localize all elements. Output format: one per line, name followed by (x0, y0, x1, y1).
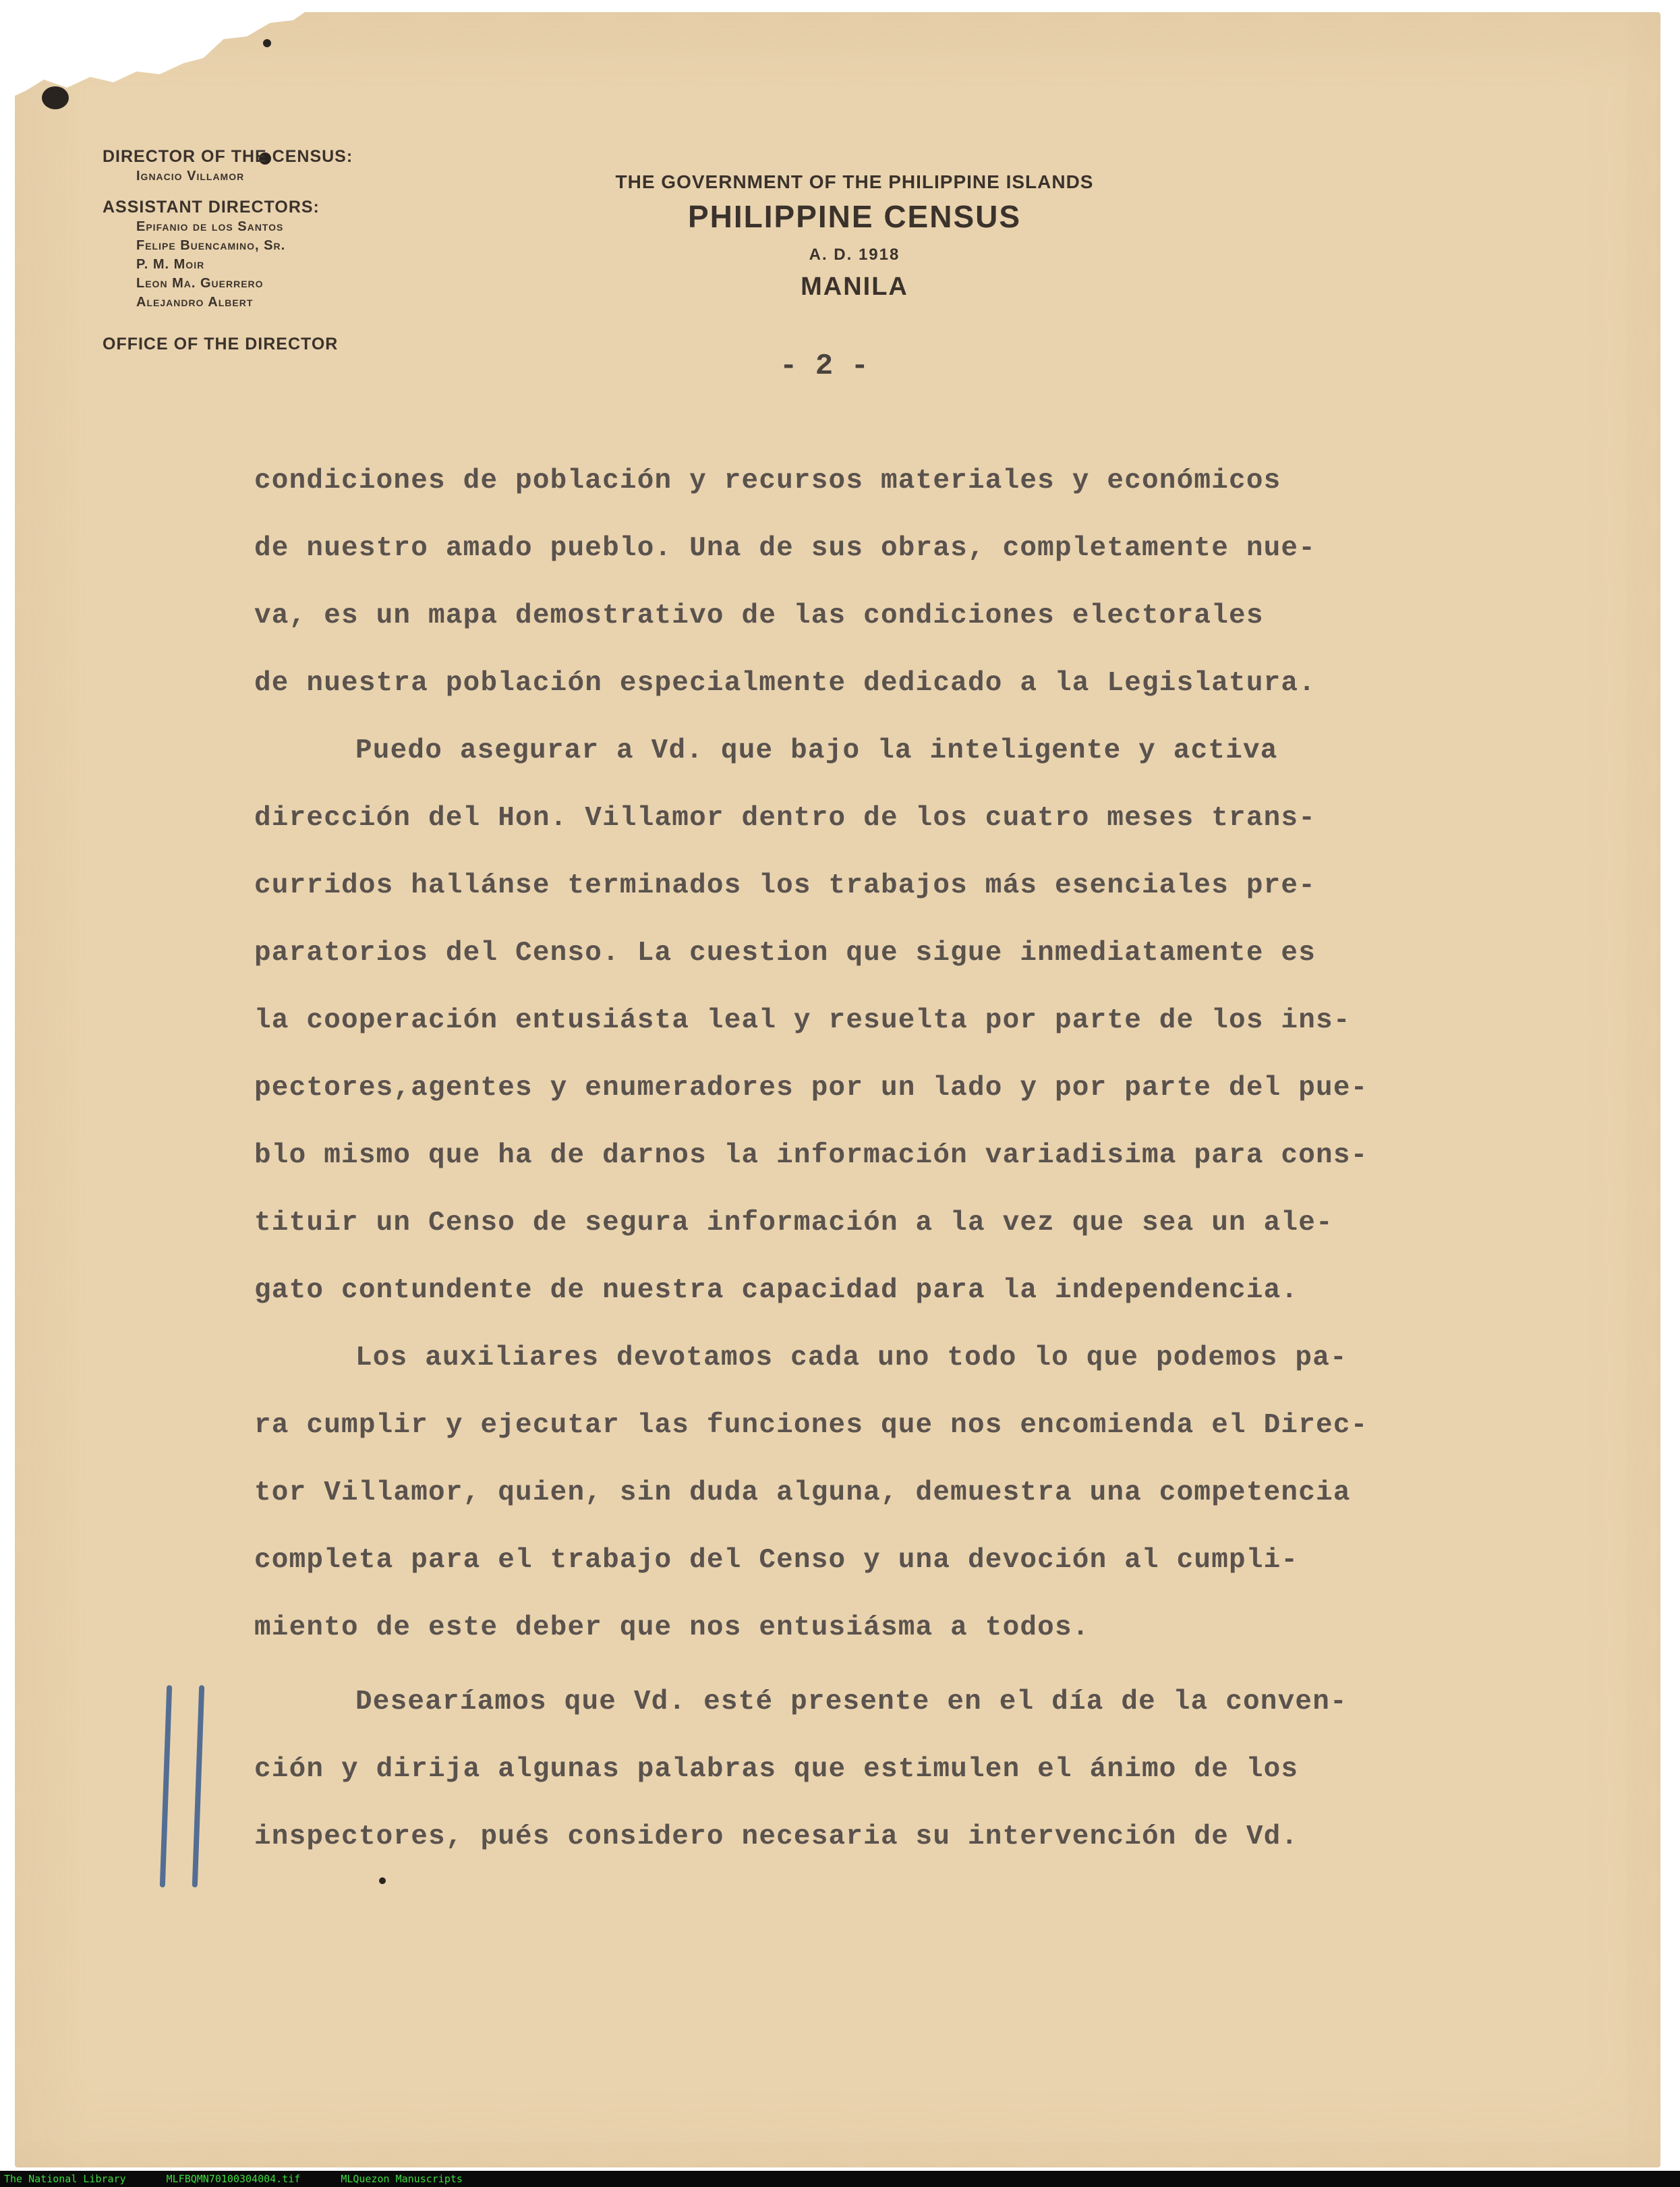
body-line: miento de este deber que nos entusiásma a todos. (254, 1612, 1090, 1643)
body-line: curridos hallánse terminados los trabajos más esenciales pre- (254, 870, 1316, 901)
ink-spot (379, 1877, 386, 1884)
body-line: gato contundente de nuestra capacidad para la independencia. (254, 1275, 1299, 1306)
director-name: Ignacio Villamor (136, 169, 245, 183)
torn-corner (15, 12, 305, 147)
body-line: la cooperación entusiásta leal y resuelta por parte de los ins- (254, 1005, 1351, 1036)
office-label: OFFICE OF THE DIRECTOR (103, 335, 339, 353)
margin-pencil-mark (192, 1685, 204, 1887)
body-line: ción y dirija algunas palabras que estimulen el ánimo de los (254, 1754, 1299, 1785)
body-line: pectores,agentes y enumeradores por un lado y por parte del pue- (254, 1073, 1368, 1104)
letterhead-left (103, 147, 353, 354)
body-line: Desearíamos que Vd. esté presente en el día de la conven- (355, 1686, 1348, 1717)
page-number: - 2 - (779, 349, 869, 383)
body-line: va, es un mapa demostrativo de las condiciones electorales (254, 600, 1264, 631)
body-line: Los auxiliares devotamos cada uno todo lo que podemos pa- (355, 1342, 1348, 1373)
footer-library: The National Library (4, 2173, 126, 2185)
assistant-directors-label: ASSISTANT DIRECTORS: (103, 198, 320, 217)
assistant-director-name: Epifanio de los Santos (136, 219, 284, 234)
assistant-director-name: Alejandro Albert (136, 295, 254, 310)
letterhead-center (568, 171, 1141, 302)
body-line: paratorios del Censo. La cuestion que sigue inmediatamente es (254, 938, 1316, 969)
body-line: tituir un Censo de segura información a la vez que sea un ale- (254, 1208, 1333, 1239)
margin-pencil-mark (160, 1685, 172, 1887)
footer-collection: MLQuezon Manuscripts (341, 2173, 463, 2185)
body-line: condiciones de población y recursos materiales y económicos (254, 465, 1281, 496)
government-title: THE GOVERNMENT OF THE PHILIPPINE ISLANDS (615, 171, 1094, 192)
body-line: tor Villamor, quien, sin duda alguna, demuestra una competencia (254, 1477, 1351, 1508)
body-line: completa para el trabajo del Censo y una devoción al cumpli- (254, 1545, 1299, 1576)
census-city: MANILA (801, 273, 908, 301)
body-line: dirección del Hon. Villamor dentro de los cuatro meses trans- (254, 803, 1316, 834)
body-line: de nuestra población especialmente dedicado a la Legislatura. (254, 668, 1316, 699)
director-label: DIRECTOR OF THE CENSUS: (103, 147, 353, 166)
assistant-director-name: P. M. Moir (136, 257, 205, 272)
body-line: ra cumplir y ejecutar las funciones que nos encomienda el Direc- (254, 1410, 1368, 1441)
census-title: PHILIPPINE CENSUS (687, 199, 1022, 234)
body-line: de nuestro amado pueblo. Una de sus obras, completamente nue- (254, 533, 1316, 564)
ink-stain (42, 86, 69, 109)
ink-spot (263, 39, 271, 47)
assistant-director-name: Leon Ma. Guerrero (136, 276, 264, 291)
body-line: inspectores, pués considero necesaria su intervención de Vd. (254, 1821, 1299, 1852)
body-line: Puedo asegurar a Vd. que bajo la inteligente y activa (355, 735, 1278, 766)
letter-page (15, 12, 1660, 2167)
body-line: blo mismo que ha de darnos la información variadisima para cons- (254, 1140, 1368, 1171)
footer-file: MLFBQMN70100304004.tif (166, 2173, 301, 2185)
letter-body (254, 447, 1590, 1871)
scan-footer (0, 2171, 1680, 2187)
census-year: A. D. 1918 (809, 246, 900, 264)
assistant-director-name: Felipe Buencamino, Sr. (136, 238, 286, 253)
